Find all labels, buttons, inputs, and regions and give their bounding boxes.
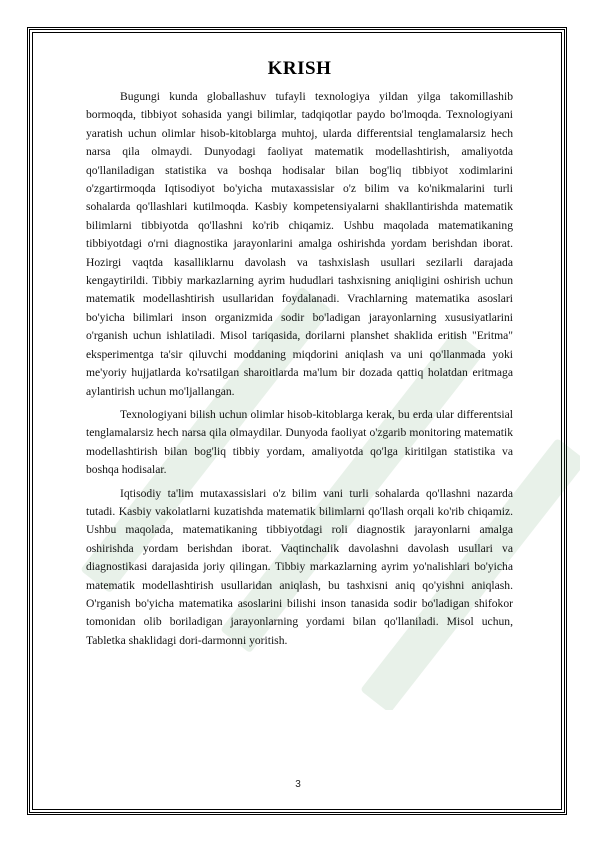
- document-body: [86, 58, 513, 655]
- paragraph-1: Bugungi kunda globallashuv tufayli texnologiya yildan yilga takomillashib bormoqda, tibbiyot sohasida yangi bilimlar, tadqiqotlar paydo bo'lmoqda. Texnologiyani yaratish uchun olimlar hisob-kitoblarga muhtoj, ularda differentsial tenglamalarsiz hech narsa qila olmaydi. Dunyodagi faoliyat matematik modellashtirish, amaliyotda qo'llaniladigan statistika va boshqa hodisalar bilan bog'liq tibbiyot xodimlarini o'zgartirmoqda Iqtisodiyot bo'yicha mutaxassislar o'z bilim va ko'nikmalarini turli sohalarda qo'llashlari kutilmoqda. Kasbiy kompetensiyalarni shakllantirishda matematik bilimlarni tibbiyotda qo'llashni ko'rib chiqamiz. Ushbu maqolada matematikaning tibbiyotdagi o'rni diagnostika jarayonlarini amalga oshirishda yordam berishdan iborat. Hozirgi vaqtda kasalliklarnu davolash va tashxislash usullari sezilarli darajada kengaytirildi. Tibbiy markazlarning ayrim hududlari tashxisning aniqligini oshirish uchun matematik modellashtirish usullaridan foydalanadi. Vrachlarning matematika asoslari bo'yicha bilimlari inson organizmida sodir bo'ladigan jarayonlarning xususiyatlarini o'rganish uchun ishlatiladi. Misol tariqasida, dorilarni planshet shaklida eritish "Eritma" eksperimentga ta'sir qiluvchi moddaning miqdorini aniqlash va uni qo'llanmada yoki me'yoriy hujjatlarda ko'rsatilgan sharoitlarda ma'lum bir dozada qattiq holatdan eritmaga aylantirish uchun mo'ljallangan.: [86, 90, 513, 398]
- page-number: 3: [295, 779, 301, 790]
- paragraph-3: Iqtisodiy ta'lim mutaxassislari o'z bilim vani turli sohalarda qo'llashni nazarda tutadi. Kasbiy vakolatlarni kuzatishda matematik bilimlarni qo'llash orqali ko'rib chiqamiz. Ushbu maqolada, matematikaning tibbiyotdagi roli diagnostik jarayonlarni amalga oshirishda yordam berishdan iborat. Vaqtinchalik davolashni davolash usullari va diagnostikasi darajasida joriy qilingan. Tibbiy markazlarning ayrim yo'nalishlari bo'yicha matematik modellashtirish usullaridan aniqlash, bu tashxisni aniq qo'yishni aniqlash. O'rganish bo'yicha matematika asoslarini bilishi inson tanasida sodir bo'ladigan shifokor tomonidan olib boriladigan jarayonlarning yordami bilan qo'llaniladi. Misol uchun, Tabletka shaklidagi dori-darmonni yoritish.: [86, 486, 513, 647]
- paragraph-2: Texnologiyani bilish uchun olimlar hisob-kitoblarga kerak, bu erda ular differentsial tenglamalarsiz hech narsa qila olmaydilar. Dunyoda faoliyat o'zgarib monitoring matematik modellashtirish bilan bog'liq tibbiy yordam, amaliyotda qo'lga kiritilgan statistika va boshqa hodisalar.: [86, 407, 513, 477]
- document-title: KRISH: [267, 58, 332, 79]
